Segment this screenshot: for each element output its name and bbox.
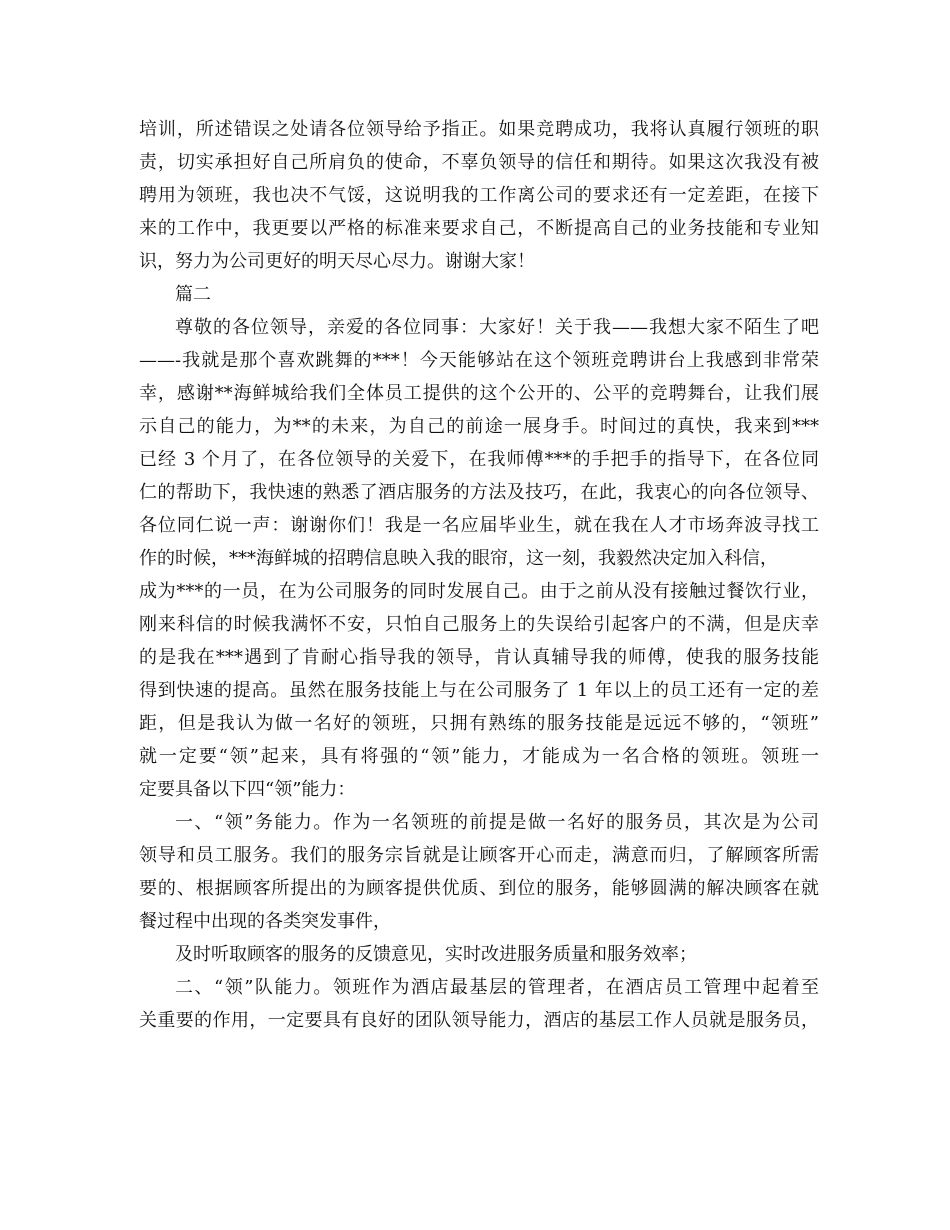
text-line: 及时听取顾客的服务的反馈意见，实时改进服务质量和服务效率；: [175, 944, 697, 965]
document-body: [139, 113, 819, 1037]
text-line: ——-我就是那个喜欢跳舞的***！今天能够站在这个领班竞聘讲台上我感到非常荣: [139, 350, 819, 371]
text-line: 一、“领”务能力。作为一名领班的前提是做一名好的服务员，其次是为公司: [175, 812, 819, 833]
text-line: 餐过程中出现的各类突发事件，: [139, 911, 391, 932]
text-line: 仁的帮助下，我快速的熟悉了酒店服务的方法及技巧，在此，我衷心的向各位领导、: [139, 482, 819, 503]
text-line: 成为***的一员，在为公司服务的同时发展自己。由于之前从没有接触过餐饮行业，: [139, 581, 819, 602]
text-line: 关重要的作用，一定要具有良好的团队领导能力，酒店的基层工作人员就是服务员，: [139, 1010, 819, 1031]
text-line: 识，努力为公司更好的明天尽心尽力。谢谢大家！: [139, 251, 535, 272]
text-line: 篇二: [175, 284, 211, 305]
text-line: 来的工作中，我更要以严格的标准来要求自己，不断提高自己的业务技能和专业知: [139, 218, 819, 239]
text-line: 各位同仁说一声：谢谢你们！我是一名应届毕业生，就在我在人才市场奔波寻找工: [139, 515, 819, 536]
text-line: 二、“领”队能力。领班作为酒店最基层的管理者，在酒店员工管理中起着至: [175, 977, 819, 998]
text-line: 责，切实承担好自己所肩负的使命，不辜负领导的信任和期待。如果这次我没有被: [139, 152, 819, 173]
text-line: 已经 3 个月了，在各位领导的关爱下，在我师傅***的手把手的指导下，在各位同: [139, 449, 819, 470]
text-line: 定要具备以下四“领”能力：: [139, 779, 356, 800]
text-line: 就一定要“领”起来，具有将强的“领”能力，才能成为一名合格的领班。领班一: [139, 746, 819, 767]
text-line: 距，但是我认为做一名好的领班，只拥有熟练的服务技能是远远不够的，“领班”: [139, 713, 819, 734]
text-line: 得到快速的提高。虽然在服务技能上与在公司服务了 1 年以上的员工还有一定的差: [139, 680, 819, 701]
text-line: 幸，感谢**海鲜城给我们全体员工提供的这个公开的、公平的竞聘舞台，让我们展: [139, 383, 819, 404]
text-line: 示自己的能力，为**的未来，为自己的前途一展身手。时间过的真快，我来到***: [139, 416, 819, 437]
text-line: 培训，所述错误之处请各位领导给予指正。如果竞聘成功，我将认真履行领班的职: [139, 119, 819, 140]
text-line: 尊敬的各位领导，亲爱的各位同事：大家好！关于我——我想大家不陌生了吧: [175, 317, 819, 338]
text-line: 领导和员工服务。我们的服务宗旨就是让顾客开心而走，满意而归，了解顾客所需: [139, 845, 819, 866]
text-line: 聘用为领班，我也决不气馁，这说明我的工作离公司的要求还有一定差距，在接下: [139, 185, 819, 206]
text-line: 的是我在***遇到了肯耐心指导我的领导，肯认真辅导我的师傅，使我的服务技能: [139, 647, 819, 668]
text-line: 作的时候，***海鲜城的招聘信息映入我的眼帘，这一刻，我毅然决定加入科信，: [139, 548, 778, 569]
text-line: 要的、根据顾客所提出的为顾客提供优质、到位的服务，能够圆满的解决顾客在就: [139, 878, 819, 899]
text-line: 刚来科信的时候我满怀不安，只怕自己服务上的失误给引起客户的不满，但是庆幸: [139, 614, 819, 635]
